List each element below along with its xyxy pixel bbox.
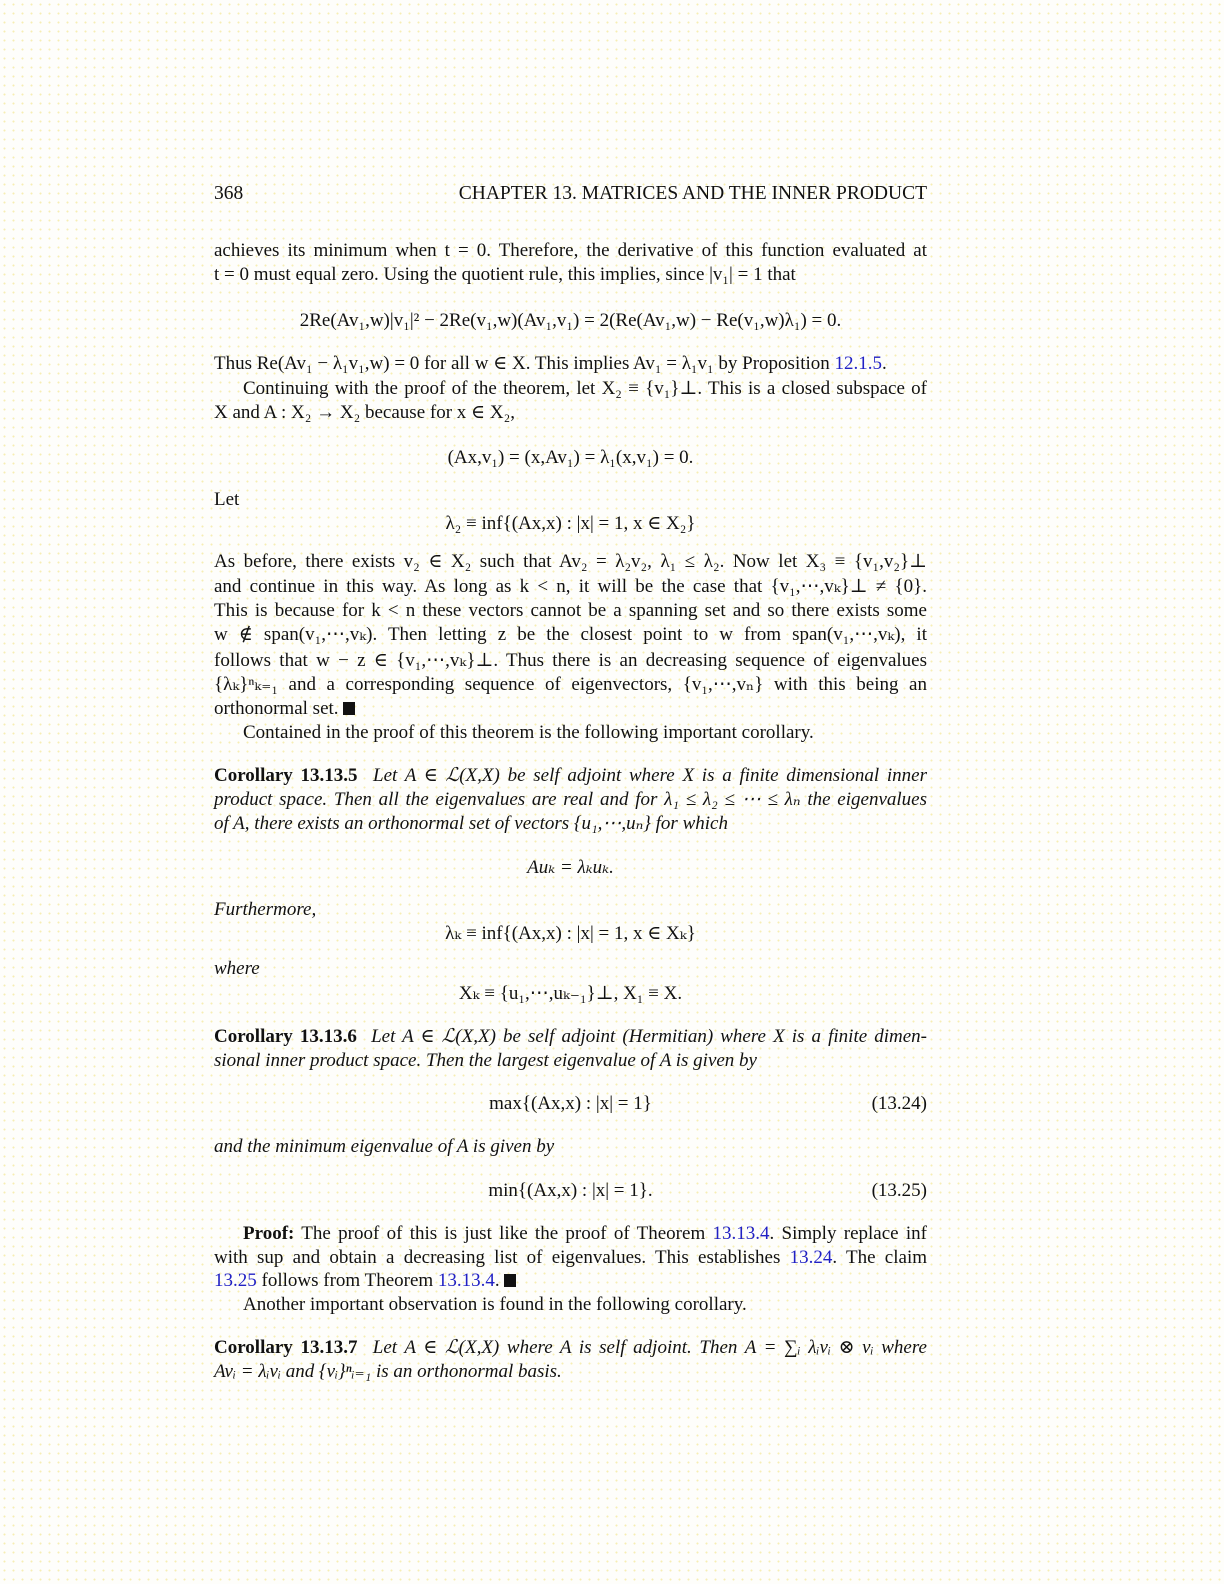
theorem-link[interactable]: 13.13.4	[437, 1270, 495, 1291]
corollary-line: of A, there exists an orthonormal set of vectors {u₁,⋯,uₙ} for which	[214, 813, 728, 834]
equation-display	[214, 1179, 927, 1203]
text-span: .	[882, 353, 887, 374]
qed-square-icon	[504, 1274, 516, 1287]
corollary-text: Let A ∈ ℒ(X,X) be self adjoint (Hermitian) where X is a finite dimen-	[371, 1026, 928, 1047]
proof-line	[214, 1246, 927, 1270]
corollary-label: Corollary 13.13.5	[214, 765, 358, 786]
paragraph-line: t = 0 must equal zero. Using the quotient rule, this implies, since |v₁| = 1 that	[214, 264, 796, 285]
paragraph-line: and continue in this way. As long as k < n, it will be the case that {v₁,⋯,vₖ}⊥ ≠ {0}.	[214, 576, 927, 597]
paragraph-line: Let	[214, 489, 240, 510]
equation-display: Auₖ = λₖuₖ.	[527, 857, 614, 878]
text-span: Thus Re(Av₁ − λ₁v₁,w) = 0 for all w ∈ X. This implies Av₁ = λ₁v₁ by Proposition	[214, 353, 835, 374]
text-span: The proof of this is just like the proof of Theorem	[294, 1223, 713, 1244]
paragraph-line: This is because for k < n these vectors cannot be a spanning set and so there exists some	[214, 600, 927, 621]
text-span: orthonormal set.	[214, 698, 339, 719]
corollary-line: Avᵢ = λᵢvᵢ and {vᵢ}ⁿᵢ₌₁ is an orthonormal basis.	[214, 1361, 562, 1382]
proposition-link[interactable]: 12.1.5	[834, 353, 883, 374]
corollary-line	[214, 1025, 927, 1049]
paragraph-line	[214, 697, 927, 721]
paragraph-line: X and A : X₂ → X₂ because for x ∈ X₂,	[214, 402, 515, 423]
running-head: CHAPTER 13. MATRICES AND THE INNER PRODUCT	[458, 183, 927, 204]
corollary-text: Let A ∈ ℒ(X,X) where A is self adjoint. Then A = ∑ᵢ λᵢvᵢ ⊗ vᵢ where	[372, 1337, 927, 1358]
corollary-label: Corollary 13.13.6	[214, 1026, 357, 1047]
corollary-line: sional inner product space. Then the largest eigenvalue of A is given by	[214, 1050, 757, 1071]
corollary-text: Let A ∈ ℒ(X,X) be self adjoint where X is a finite dimensional inner	[373, 765, 927, 786]
corollary-label: Corollary 13.13.7	[214, 1337, 358, 1358]
equation-display: λ₂ ≡ inf{(Ax,x) : |x| = 1, x ∈ X₂}	[445, 513, 696, 534]
text-span: . Simply replace inf	[769, 1223, 927, 1244]
equation-display: λₖ ≡ inf{(Ax,x) : |x| = 1, x ∈ Xₖ}	[445, 923, 696, 944]
paragraph-line: Continuing with the proof of the theorem, let X₂ ≡ {v₁}⊥. This is a closed subspace of	[243, 378, 927, 399]
equation-display: Xₖ ≡ {u₁,⋯,uₖ₋₁}⊥, X₁ ≡ X.	[458, 983, 683, 1004]
text-span: . The claim	[832, 1247, 927, 1268]
equation-display: 2Re(Av₁,w)|v₁|² − 2Re(v₁,w)(Av₁,v₁) = 2(Re(Av₁,w) − Re(v₁,w)λ₁) = 0.	[299, 310, 842, 331]
equation-number: (13.25)	[871, 1180, 927, 1201]
page-number: 368	[214, 183, 244, 204]
equation-link[interactable]: 13.25	[214, 1270, 257, 1291]
proof-label: Proof:	[243, 1223, 295, 1244]
equation-display: (Ax,v₁) = (x,Av₁) = λ₁(x,v₁) = 0.	[447, 447, 694, 468]
text-span: follows from Theorem	[256, 1270, 438, 1291]
equation-body: min{(Ax,x) : |x| = 1}.	[488, 1180, 653, 1201]
equation-body: max{(Ax,x) : |x| = 1}	[489, 1093, 652, 1114]
proof-line	[214, 1222, 927, 1246]
text-span: .	[494, 1270, 500, 1291]
equation-link[interactable]: 13.24	[789, 1247, 833, 1268]
paragraph-line: achieves its minimum when t = 0. Therefore, the derivative of this function evaluated at	[214, 240, 927, 261]
equation-display	[214, 1092, 927, 1116]
corollary-line	[214, 764, 927, 788]
paragraph-line	[214, 352, 927, 376]
qed-square-icon	[343, 702, 355, 715]
paragraph-line: w ∉ span(v₁,⋯,vₖ). Then letting z be the closest point to w from span(v₁,⋯,vₖ), it	[214, 624, 927, 645]
corollary-line	[214, 1336, 927, 1360]
paragraph-line: follows that w − z ∈ {v₁,⋯,vₖ}⊥. Thus there is an decreasing sequence of eigenvalues	[214, 650, 927, 671]
page-header	[214, 183, 927, 209]
paragraph-line: As before, there exists v₂ ∈ X₂ such that Av₂ = λ₂v₂, λ₁ ≤ λ₂. Now let X₃ ≡ {v₁,v₂}⊥	[214, 551, 927, 572]
equation-number: (13.24)	[871, 1093, 927, 1114]
paragraph-line: Contained in the proof of this theorem is the following important corollary.	[243, 722, 814, 743]
paragraph-line: {λₖ}ⁿₖ₌₁ and a corresponding sequence of eigenvectors, {v₁,⋯,vₙ} with this being an	[214, 674, 927, 695]
corollary-line: and the minimum eigenvalue of A is given by	[214, 1136, 555, 1157]
text-span: with sup and obtain a decreasing list of eigenvalues. This establishes	[214, 1247, 790, 1268]
corollary-line: Furthermore,	[214, 899, 317, 920]
corollary-line: product space. Then all the eigenvalues are real and for λ₁ ≤ λ₂ ≤ ⋯ ≤ λₙ the eigenvalues	[214, 789, 927, 810]
paragraph-line: Another important observation is found in the following corollary.	[243, 1294, 747, 1315]
corollary-line: where	[214, 958, 260, 979]
proof-line	[214, 1269, 927, 1293]
theorem-link[interactable]: 13.13.4	[712, 1223, 770, 1244]
